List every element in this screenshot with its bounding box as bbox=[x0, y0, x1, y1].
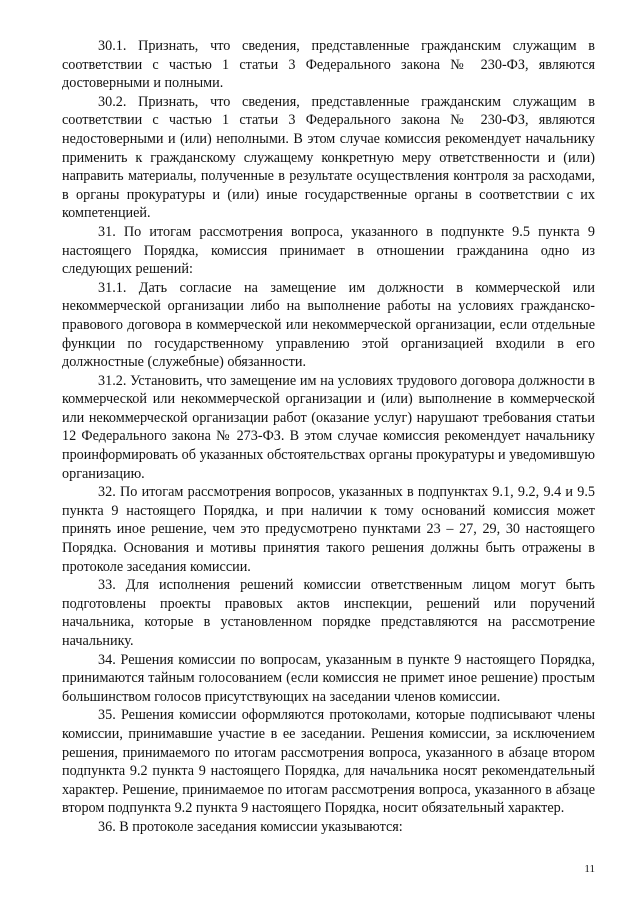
page-number: 11 bbox=[584, 863, 595, 875]
paragraph-33: 33. Для исполнения решений комиссии ответственным лицом могут быть подготовлены проекты правовых актов инспекции, решений или поручений начальника, которые в установленном порядке представляются на рассмотрение начальнику. bbox=[62, 577, 595, 649]
document-body bbox=[62, 37, 595, 837]
paragraph-35: 35. Решения комиссии оформляются протоколами, которые подписывают члены комиссии, принимавшие участие в ее заседании. Решения комиссии, за исключением решения, принимаемого по итогам рассмотрения вопроса, указанного в абзаце втором подпункта 9.2 пункта 9 настоящего Порядка, для начальника носят рекомендательный характер. Решение, принимаемое по итогам рассмотрения вопроса, указанного в абзаце втором подпункта 9.2 пункта 9 настоящего Порядка, носит обязательный характер. bbox=[62, 707, 595, 817]
paragraph-32: 32. По итогам рассмотрения вопросов, указанных в подпунктах 9.1, 9.2, 9.4 и 9.5 пункта 9 настоящего Порядка, и при наличии к тому оснований комиссия может принять иное решение, чем это предусмотрено пунктами 23 – 27, 29, 30 настоящего Порядка. Основания и мотивы принятия такого решения должны быть отражены в протоколе заседания комиссии. bbox=[62, 484, 595, 575]
paragraph-34: 34. Решения комиссии по вопросам, указанным в пункте 9 настоящего Порядка, принимаются тайным голосованием (если комиссия не примет иное решение) простым большинством голосов присутствующих на заседании членов комиссии. bbox=[62, 651, 595, 705]
paragraph-31: 31. По итогам рассмотрения вопроса, указанного в подпункте 9.5 пункта 9 настоящего Порядка, комиссия принимает в отношении гражданина одно из следующих решений: bbox=[62, 223, 595, 278]
paragraph-31-1: 31.1. Дать согласие на замещение им должности в коммерческой или некоммерческой организации либо на выполнение работы на условиях гражданско-правового договора в коммерческой или некоммерческой организации, если отдельные функции по государственному управлению этой организацией входили в его должностные (служебные) обязанности. bbox=[62, 279, 595, 371]
paragraph-30-1: 30.1. Признать, что сведения, представленные гражданским служащим в соответствии с частью 1 статьи 3 Федерального закона № 230-ФЗ, являются достоверными и полными. bbox=[62, 38, 595, 92]
paragraph-30-2: 30.2. Признать, что сведения, представленные гражданским служащим в соответствии с частью 1 статьи 3 Федерального закона № 230-ФЗ, являются недостоверными и (или) неполными. В этом случае комиссия рекомендует начальнику применить к гражданскому служащему конкретную меру ответственности и (или) направить материалы, полученные в результате осуществления контроля за расходами, в органы прокуратуры и (или) иные государственные органы в соответствии с их компетенцией. bbox=[62, 93, 595, 222]
paragraph-36: 36. В протоколе заседания комиссии указываются: bbox=[98, 818, 403, 835]
paragraph-31-2: 31.2. Установить, что замещение им на условиях трудового договора должности в коммерческой или некоммерческой организации и (или) выполнение в коммерческой или некоммерческой организации работ (оказание услуг) нарушают требования статьи 12 Федерального закона № 273-ФЗ. В этом случае комиссия рекомендует начальнику проинформировать об указанных обстоятельствах органы прокуратуры и уведомившую организацию. bbox=[62, 372, 595, 482]
